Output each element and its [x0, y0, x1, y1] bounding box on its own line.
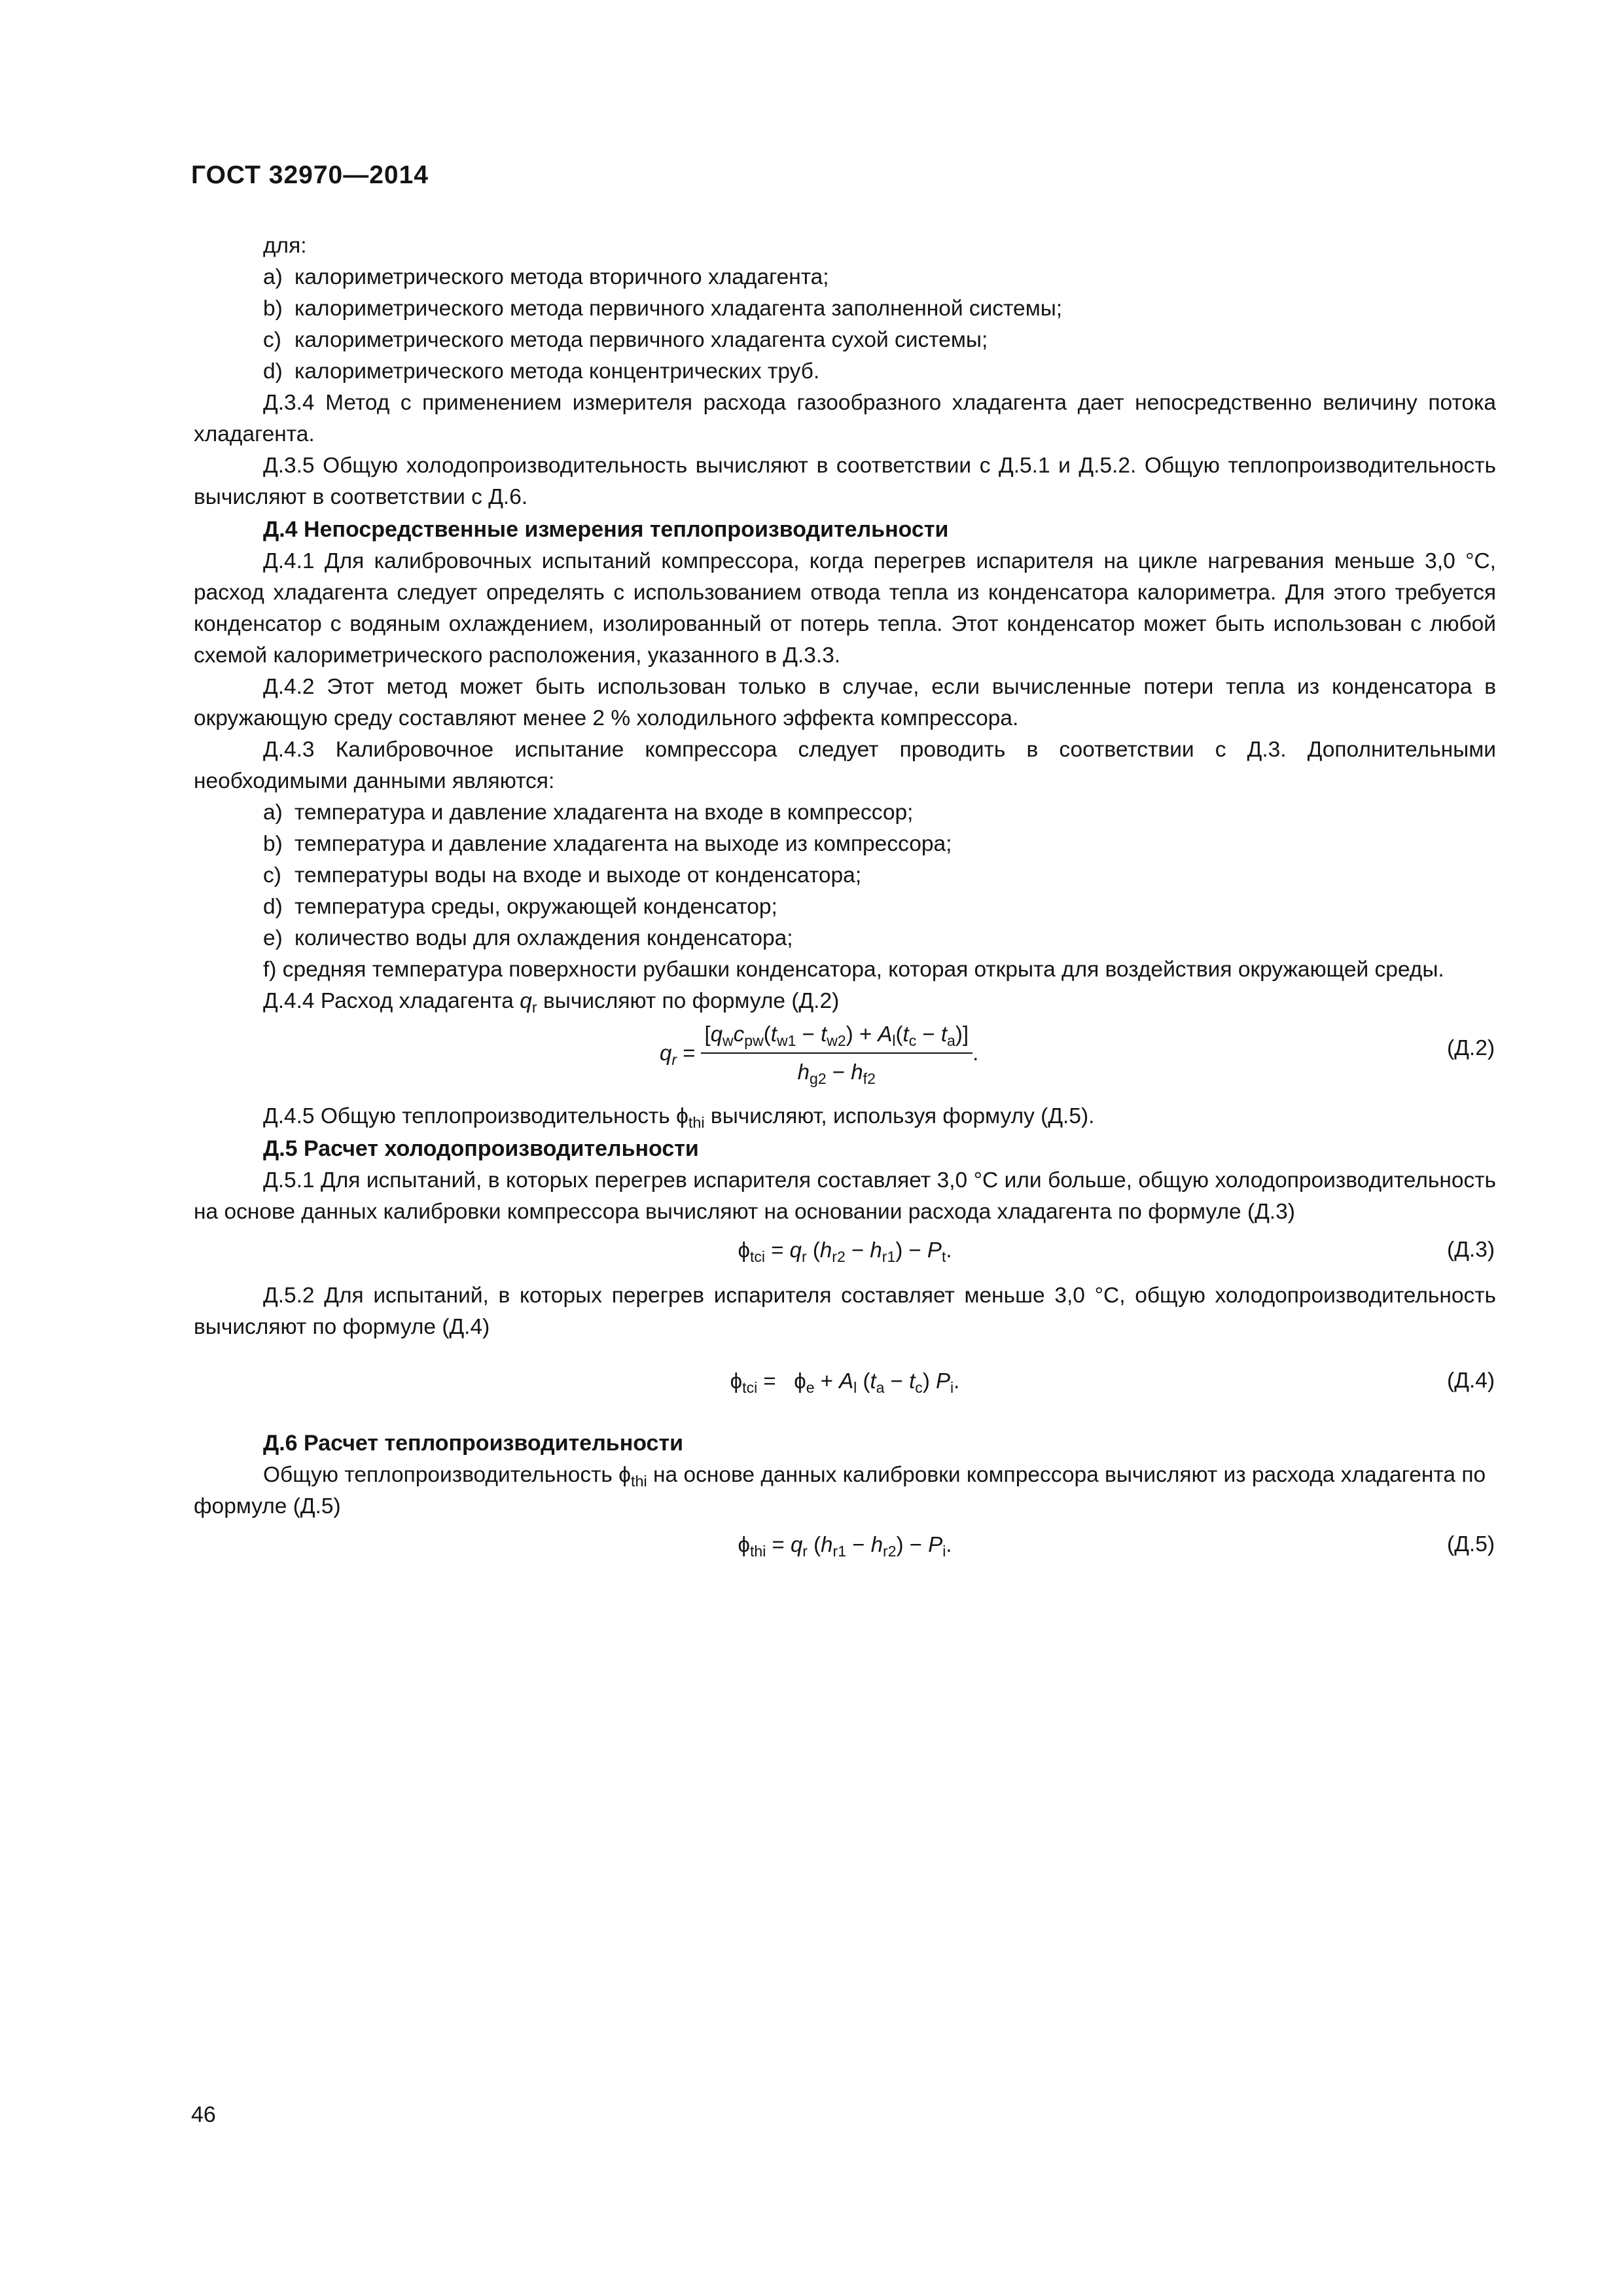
equation-d3	[194, 1230, 1496, 1278]
list-text: количество воды для охлаждения конденсатора;	[294, 926, 793, 950]
equation-d2	[194, 1017, 1496, 1093]
fraction-numerator: $[q_wc_{pw}(t_{w1} - t_{w2}) + A_l(t_c - t_a)]$	[701, 1018, 973, 1054]
symbol-qr: q	[520, 989, 532, 1013]
paragraph-d41: Д.4.1 Для калибровочных испытаний компрессора, когда перегрев испарителя на цикле нагревания меньше 3,0 °С, расход хладагента следует определять с использованием отвода тепла из конденсатора калориметра. Для этого требуется конденсатор с водяным охлаждением, изолированный от потерь тепла. Этот конденсатор может быть использован с любой схемой калориметрического расположения, указанного в Д.3.3.	[194, 549, 1496, 668]
equation-fraction	[701, 1018, 973, 1088]
section-heading-d6: Д.6 Расчет теплопроизводительности	[263, 1431, 684, 1456]
list-text: температура и давление хладагента на входе в компрессор;	[294, 800, 914, 825]
list-text: калориметрического метода вторичного хладагента;	[294, 265, 829, 289]
list-marker: a)	[263, 800, 283, 825]
equation-number: (Д.2)	[1447, 1036, 1495, 1060]
symbol-subscript: r	[531, 999, 537, 1016]
list-text: температура и давление хладагента на выходе из компрессора;	[294, 832, 952, 856]
equation-number: (Д.3)	[1447, 1238, 1495, 1262]
list-marker: b)	[263, 832, 283, 856]
list-marker: d)	[263, 359, 283, 384]
intro-line: для:	[263, 234, 307, 258]
equation-lhs: $q_r$	[660, 1041, 677, 1068]
list-item	[194, 797, 1496, 829]
list-marker: c)	[263, 328, 281, 352]
list-text: средняя температура поверхности рубашки конденсатора, которая открыта для воздействия окружающей среды.	[282, 958, 1444, 982]
section-heading-d4: Д.4 Непосредственные измерения теплопроизводительности	[263, 517, 949, 542]
list-marker: c)	[263, 863, 281, 888]
equation-body: $\phi_{tci} = \phi_e + A_l$ $(t_a - t_c)$ $P_i$.	[730, 1369, 960, 1396]
list-text: калориметрического метода первичного хладагента заполненной системы;	[294, 296, 1063, 321]
equation-number: (Д.5)	[1447, 1532, 1495, 1556]
paragraph-d6	[194, 1460, 1496, 1522]
list-item	[194, 356, 1496, 387]
symbol-phi-thi: $\phi_{thi}$	[618, 1463, 647, 1490]
paragraph-d35: Д.3.5 Общую холодопроизводительность вычисляют в соответствии с Д.5.1 и Д.5.2. Общую теплопроизводительность вычисляют в соответствии с Д.6.	[194, 454, 1496, 509]
list-marker: f)	[263, 958, 277, 982]
list-marker: b)	[263, 296, 283, 321]
paragraph-text: Д.4.4 Расход хладагента	[263, 989, 520, 1013]
paragraph-d52: Д.5.2 Для испытаний, в которых перегрев испарителя составляет меньше 3,0 °С, общую холодопроизводительность вычисляют по формуле (Д.4)	[194, 1283, 1496, 1339]
paragraph-d44	[194, 986, 1496, 1017]
paragraph-text: Общую теплопроизводительность	[263, 1463, 619, 1487]
paragraph-text: вычисляют по формуле (Д.2)	[537, 989, 840, 1013]
symbol-phi-thi: $\phi_{thi}$	[676, 1104, 705, 1132]
list-text: температуры воды на входе и выходе от конденсатора;	[294, 863, 862, 888]
list-item	[194, 262, 1496, 293]
list-item	[194, 860, 1496, 891]
equation-d5	[194, 1525, 1496, 1572]
list-marker: a)	[263, 265, 283, 289]
equation-body: $\phi_{thi} = q_r$ $(h_{r1} - h_{r2}) - P_i$.	[738, 1532, 952, 1560]
list-item	[194, 293, 1496, 325]
page-number: 46	[191, 2102, 216, 2127]
paragraph-d42: Д.4.2 Этот метод может быть использован только в случае, если вычисленные потери тепла из конденсатора в окружающую среду составляют менее 2 % холодильного эффекта компрессора.	[194, 675, 1496, 730]
paragraph-text: на основе данных калибровки компрессора вычисляют из расхода хладагента по формуле (Д.5)	[194, 1463, 1486, 1518]
list-item	[194, 829, 1496, 860]
list-marker: d)	[263, 895, 283, 919]
list-item-f	[194, 954, 1496, 986]
page-body	[194, 230, 1496, 1575]
equation-d4	[194, 1346, 1496, 1424]
document-header: ГОСТ 32970—2014	[191, 161, 429, 189]
equation-number: (Д.4)	[1447, 1369, 1495, 1393]
list-marker: e)	[263, 926, 283, 950]
list-text: калориметрического метода первичного хладагента сухой системы;	[294, 328, 988, 352]
list-item	[194, 891, 1496, 923]
section-heading-d5: Д.5 Расчет холодопроизводительности	[263, 1136, 699, 1161]
list-item	[194, 325, 1496, 356]
paragraph-d51: Д.5.1 Для испытаний, в которых перегрев испарителя составляет 3,0 °С или больше, общую холодопроизводительность на основе данных калибровки компрессора вычисляют на основании расхода хладагента по формуле (Д.3)	[194, 1168, 1496, 1224]
paragraph-text: вычисляют, используя формулу (Д.5).	[704, 1104, 1095, 1128]
paragraph-d45	[194, 1101, 1496, 1132]
list-text: калориметрического метода концентрических труб.	[294, 359, 820, 384]
list-item	[194, 923, 1496, 954]
paragraph-d43: Д.4.3 Калибровочное испытание компрессора следует проводить в соответствии с Д.3. Дополнительными необходимыми данными являются:	[194, 738, 1496, 793]
equation-body: $\phi_{tci} = q_r$ $(h_{r2} - h_{r1}) - P_t$.	[738, 1238, 952, 1265]
paragraph-text: Д.4.5 Общую теплопроизводительность	[263, 1104, 677, 1128]
list-text: температура среды, окружающей конденсатор;	[294, 895, 777, 919]
equation-body: $q_r$ = $\frac{[q_wc_{pw}(t_{w1} - t_{w2}) + A_l(t_c - t_a)]}{h_{g2} - h_{f2}}$ .	[660, 1018, 978, 1088]
fraction-denominator: $h_{g2} - h_{f2}$	[797, 1060, 876, 1087]
paragraph-d34: Д.3.4 Метод с применением измерителя расхода газообразного хладагента дает непосредственно величину потока хладагента.	[194, 391, 1496, 446]
